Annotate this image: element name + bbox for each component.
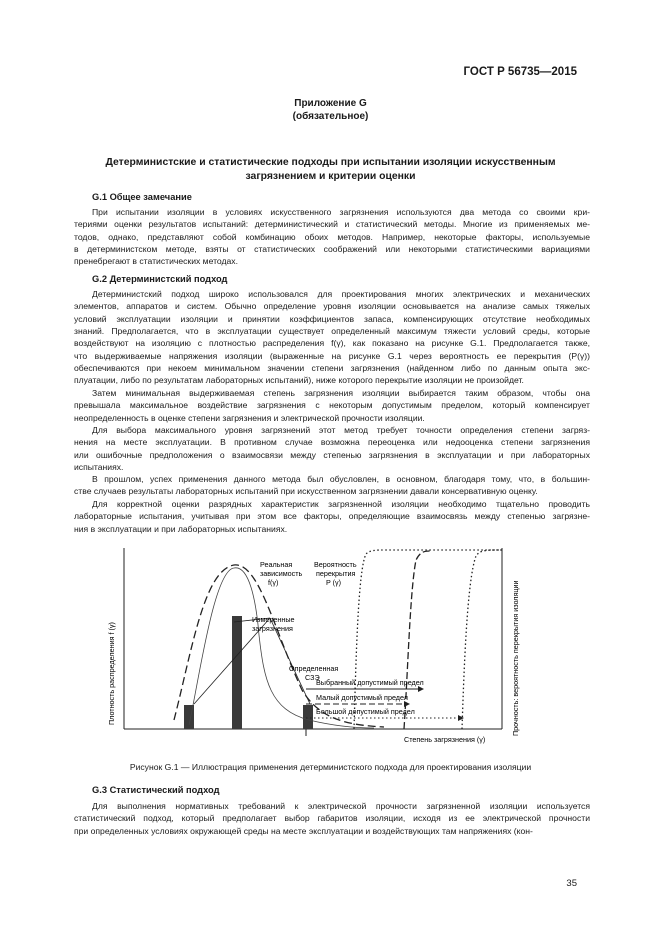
paragraph [74,206,590,268]
text-line: испытаниях. [74,462,124,473]
text-line: териями оценки результатов испытаний: детерминистический и статистический методы. Многие из применяемых ме- [74,219,590,230]
appendix-status: (обязательное) [292,111,369,122]
label-measured-2: загрязнения [252,624,293,633]
text-line: что выдерживаемые напряжения изоляции (выраженные на рисунке G.1 через вероятность ее перекрытия (P(γ)) [74,350,590,361]
figure-diagram [74,540,590,754]
bar-right [303,705,313,729]
paragraph [74,800,590,837]
text-line: обеспечиваются при некоем минимальном значении степени загрязнения (найденном либо по данным опыта экс- [74,363,590,374]
text-line: статистический подход, который предполагает выбор габаритов изоляции, исходя из ее электрической прочности [74,813,590,824]
paragraph [74,387,590,424]
bar-high [232,616,242,729]
label-real-3: f(γ) [268,578,279,587]
text-line: В прошлом, успех применения данного метода был обусловлен, в основном, благодаря тому, что, в большин- [92,474,590,484]
label-selected-margin: Выбранный допустимый предел [316,678,424,687]
figure-g1 [74,540,590,754]
section-heading-g1: G.1 Общее замечание [92,192,192,202]
text-line: неопределенность в оценке степени загрязнения и электрической прочности изоляции. [74,412,425,423]
y-axis-right-label: Прочность: вероятность перекрытия изоляции [511,580,520,736]
label-prob-2: перекрытия [316,569,356,578]
y-axis-left-label: Плотность распределения f (γ) [107,622,116,725]
label-determined-2: СЗЭ [305,673,320,682]
text-line: в детерминистском методе, взяты от статистических соображений или некоторыми статистическими вариациями [74,244,590,255]
appendix-title: Приложение G [294,98,367,109]
text-line: при определенных условиях окружающей среды на месте эксплуатации и воздействующих там напряжениях (кон- [74,825,533,836]
label-measured-1: Измеренные [252,615,295,624]
page-number: 35 [566,878,577,889]
text-line: ния в эксплуатации и при лабораторных испытаниях. [74,523,288,534]
text-line: Затем минимальная выдерживаемая степень загрязнения изоляции выбирается таким образом, чтобы она [92,388,590,398]
section-heading-g3: G.3 Статистический подход [92,785,220,795]
text-line: превышала максимальное воздействие загрязнения с некоторым допустимым пределом, который компенсирует [74,400,590,411]
text-line: стве случаев результаты лабораторных испытаний при искусственном загрязнении давали консервативную оценку. [74,486,538,497]
text-line: При испытании изоляции в условиях искусственного загрязнения используются два метода со своими кри- [92,207,590,217]
section-heading-g2: G.2 Детерминистский подход [92,274,228,284]
text-line: Для выполнения нормативных требований к электрической прочности загрязненной изоляции используется [92,801,590,811]
label-real-1: Реальная [260,560,293,569]
text-line: нения на месте эксплуатации. В противном случае возможна переоценка или недооценка степени загрязнения [74,437,590,448]
text-line: знаний. Предполагается, что в эксплуатации существует определенный максимум тяжести условий среды, которые [74,326,590,337]
label-large-margin: Большой допустимый предел [316,707,415,716]
text-line: Для выбора максимального уровня загрязнений этот метод требует точности определения степени загряз- [92,425,590,435]
label-determined-1: Определенная [289,664,339,673]
paragraph [74,288,590,387]
probability-curve-2 [404,551,430,729]
text-line: лабораторные испытания, учитывая при этом все факторы, определяющие взаимосвязь между степенью загрязне- [74,511,590,522]
figure-caption: Рисунок G.1 — Иллюстрация применения детерминистского подхода для проектирования изоляции [129,762,532,772]
text-line: тодов, однако, представляют собой комбинацию обоих методов. Например, некоторые факторы, используемые [74,231,590,242]
arrowhead-icon [458,715,464,721]
document-title-line-1: Детерминистские и статистические подходы при испытании изоляции искусственным [105,157,556,168]
text-line: плуатации, либо по результатам лабораторных испытаний), ниже которого перекрытие изоляции не произойдет. [74,375,524,386]
text-line: условий эксплуатации изоляции и принятии коэффициентов запаса, компенсирующих отсутствие необходимых [74,313,590,324]
text-line: пренебрегают в статистических методах. [74,256,238,267]
appendix-heading [0,97,661,123]
paragraph [74,473,590,498]
paragraph [74,424,590,473]
text-line: воздействуют на изоляцию с плотностью распределения f(γ), как показано на рисунке G.1. Предполагается также, [74,338,590,349]
text-line: Детерминистский подход широко использовался для проектирования многих электрических и механических [92,289,590,299]
text-line: или ошибочные предположения о взаимосвязи между степенью загрязнения в эксплуатации и при лабораторных [74,449,590,460]
document-title-line-2: загрязнением и критерии оценки [245,171,416,182]
probability-curve-1 [354,550,502,729]
document-title [70,156,591,184]
probability-curve-3 [462,550,502,729]
text-line: Для корректной оценки разрядных характеристик загрязненной изоляции необходимо тщательно проводить [92,499,590,509]
label-prob-1: Вероятность [314,560,357,569]
text-line: элементов, аппаратов и систем. Обычно определение уровня изоляции основывается на анализе самых тяжелых [74,301,590,312]
label-real-2: зависимость [260,569,303,578]
paragraph [74,498,590,535]
label-small-margin: Малый допустимый предел [316,693,408,702]
label-prob-3: P (γ) [326,578,342,587]
standard-id: ГОСТ Р 56735—2015 [463,66,577,78]
x-axis-label: Степень загрязнения (γ) [404,735,486,744]
